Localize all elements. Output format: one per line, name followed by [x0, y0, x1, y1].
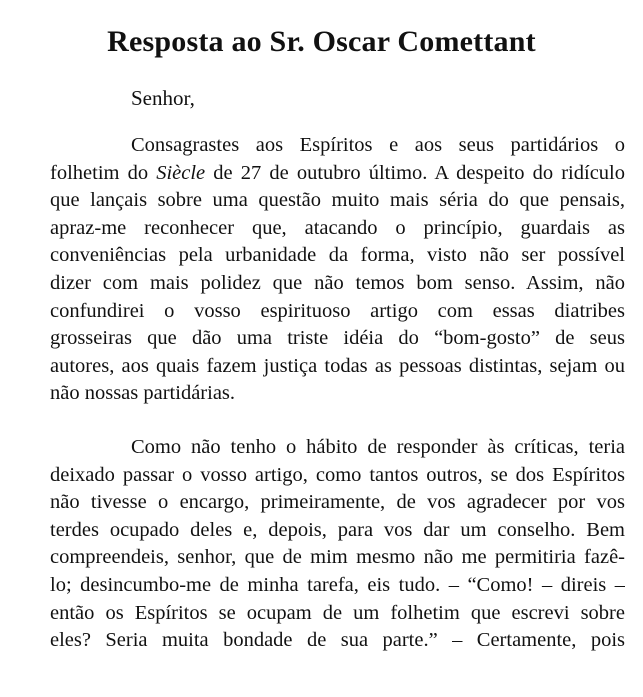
paragraph-line: confundirei o vosso espirituoso artigo com essas diatribes: [50, 299, 625, 322]
paragraph-line: lo; desincumbo-me de minha tarefa, eis tudo. – “Como! – direis –: [50, 573, 625, 596]
paragraph-1: [50, 132, 625, 408]
paragraph-line: autores, aos quais fazem justiça todas as pessoas distintas, sejam ou: [50, 354, 625, 377]
paragraph-line: Consagrastes aos Espíritos e aos seus partidários o: [131, 134, 625, 156]
page-title: Resposta ao Sr. Oscar Comettant: [107, 25, 536, 58]
paragraph-line: dizer com mais polidez que não temos bom senso. Assim, não: [50, 271, 625, 294]
paragraph-2: [50, 434, 625, 655]
paragraph-line: conveniências pela urbanidade da forma, visto não ser possível: [50, 244, 625, 267]
paragraph-line: grosseiras que dão uma triste idéia do “bom-gosto” de seus: [50, 327, 625, 350]
paragraph-line: não tivesse o encargo, primeiramente, de vos agradecer por vos: [50, 491, 625, 514]
salutation: Senhor,: [131, 86, 195, 110]
paragraph-line: [50, 160, 625, 188]
paragraph-line: compreendeis, senhor, que de mim mesmo não me permitiria fazê-: [50, 546, 625, 569]
line-text: folhetim do: [50, 161, 157, 184]
paragraph-line: deixado passar o vosso artigo, como tantos outros, se dos Espíritos: [50, 463, 625, 486]
paragraph-line: apraz-me reconhecer que, atacando o princípio, guardais as: [50, 216, 625, 239]
paragraph-line: Como não tenho o hábito de responder às críticas, teria: [131, 436, 625, 458]
paragraph-line: então os Espíritos se ocupam de um folhetim que escrevi sobre: [50, 601, 625, 624]
paragraph-line: não nossas partidárias.: [50, 382, 236, 405]
newspaper-name: Siècle: [156, 161, 206, 184]
line-text: de 27 de outubro último. A despeito do ridículo: [205, 161, 625, 184]
paragraph-line: que lançais sobre uma questão muito mais séria do que pensais,: [50, 189, 625, 212]
paragraph-line: eles? Seria muita bondade de sua parte.” – Certamente, pois: [50, 629, 625, 652]
paragraph-line: terdes ocupado deles e, depois, para vos dar um conselho. Bem: [50, 518, 625, 541]
